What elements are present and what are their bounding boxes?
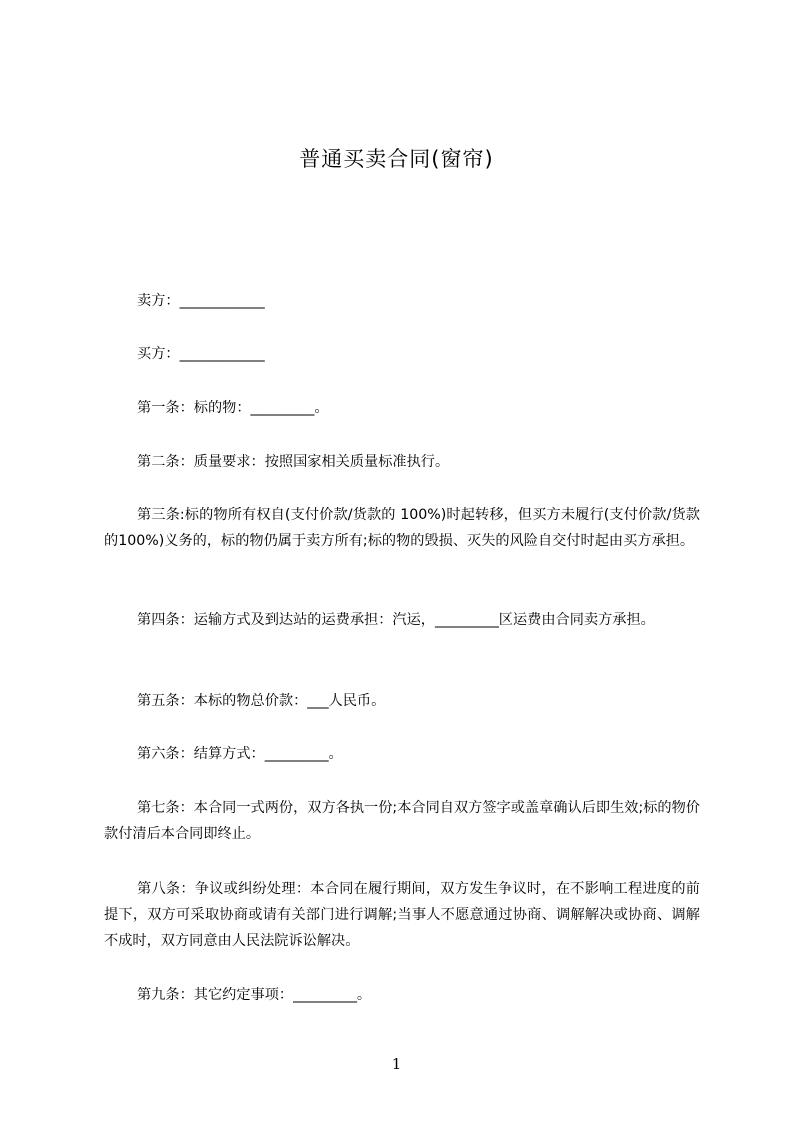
article-2: 第二条：质量要求：按照国家相关质量标准执行。 bbox=[137, 454, 450, 470]
article-7: 第七条：本合同一式两份，双方各执一份;本合同自双方签字或盖章确认后即生效;标的物价款付清后本合同即终止。 bbox=[104, 800, 700, 842]
document-title: 普通买卖合同(窗帘) bbox=[299, 147, 494, 171]
article-3: 第三条:标的物所有权自(支付价款/货款的 100%)时起转移，但买方未履行(支付价款/货款的100%)义务的，标的物仍属于卖方所有;标的物的毁损、灭失的风险自交付时起由买方承担。 bbox=[104, 507, 700, 549]
article-1: 第一条：标的物：_________。 bbox=[137, 400, 329, 416]
buyer-line: 买方：____________ bbox=[137, 346, 265, 362]
article-6: 第六条：结算方式：_________。 bbox=[137, 746, 343, 762]
article-5: 第五条：本标的物总价款：___人民币。 bbox=[137, 693, 386, 709]
article-8: 第八条：争议或纠纷处理：本合同在履行期间，双方发生争议时，在不影响工程进度的前提下，双方可采取协商或请有关部门进行调解;当事人不愿意通过协商、调解解决或协商、调解不成时，双方同意由人民法院诉讼解决。 bbox=[104, 881, 700, 949]
page-number: 1 bbox=[391, 1055, 402, 1073]
article-9: 第九条：其它约定事项：_________。 bbox=[137, 987, 372, 1003]
article-4: 第四条：运输方式及到达站的运费承担：汽运，_________区运费由合同卖方承担。 bbox=[137, 612, 655, 628]
seller-line: 卖方：____________ bbox=[137, 293, 265, 309]
